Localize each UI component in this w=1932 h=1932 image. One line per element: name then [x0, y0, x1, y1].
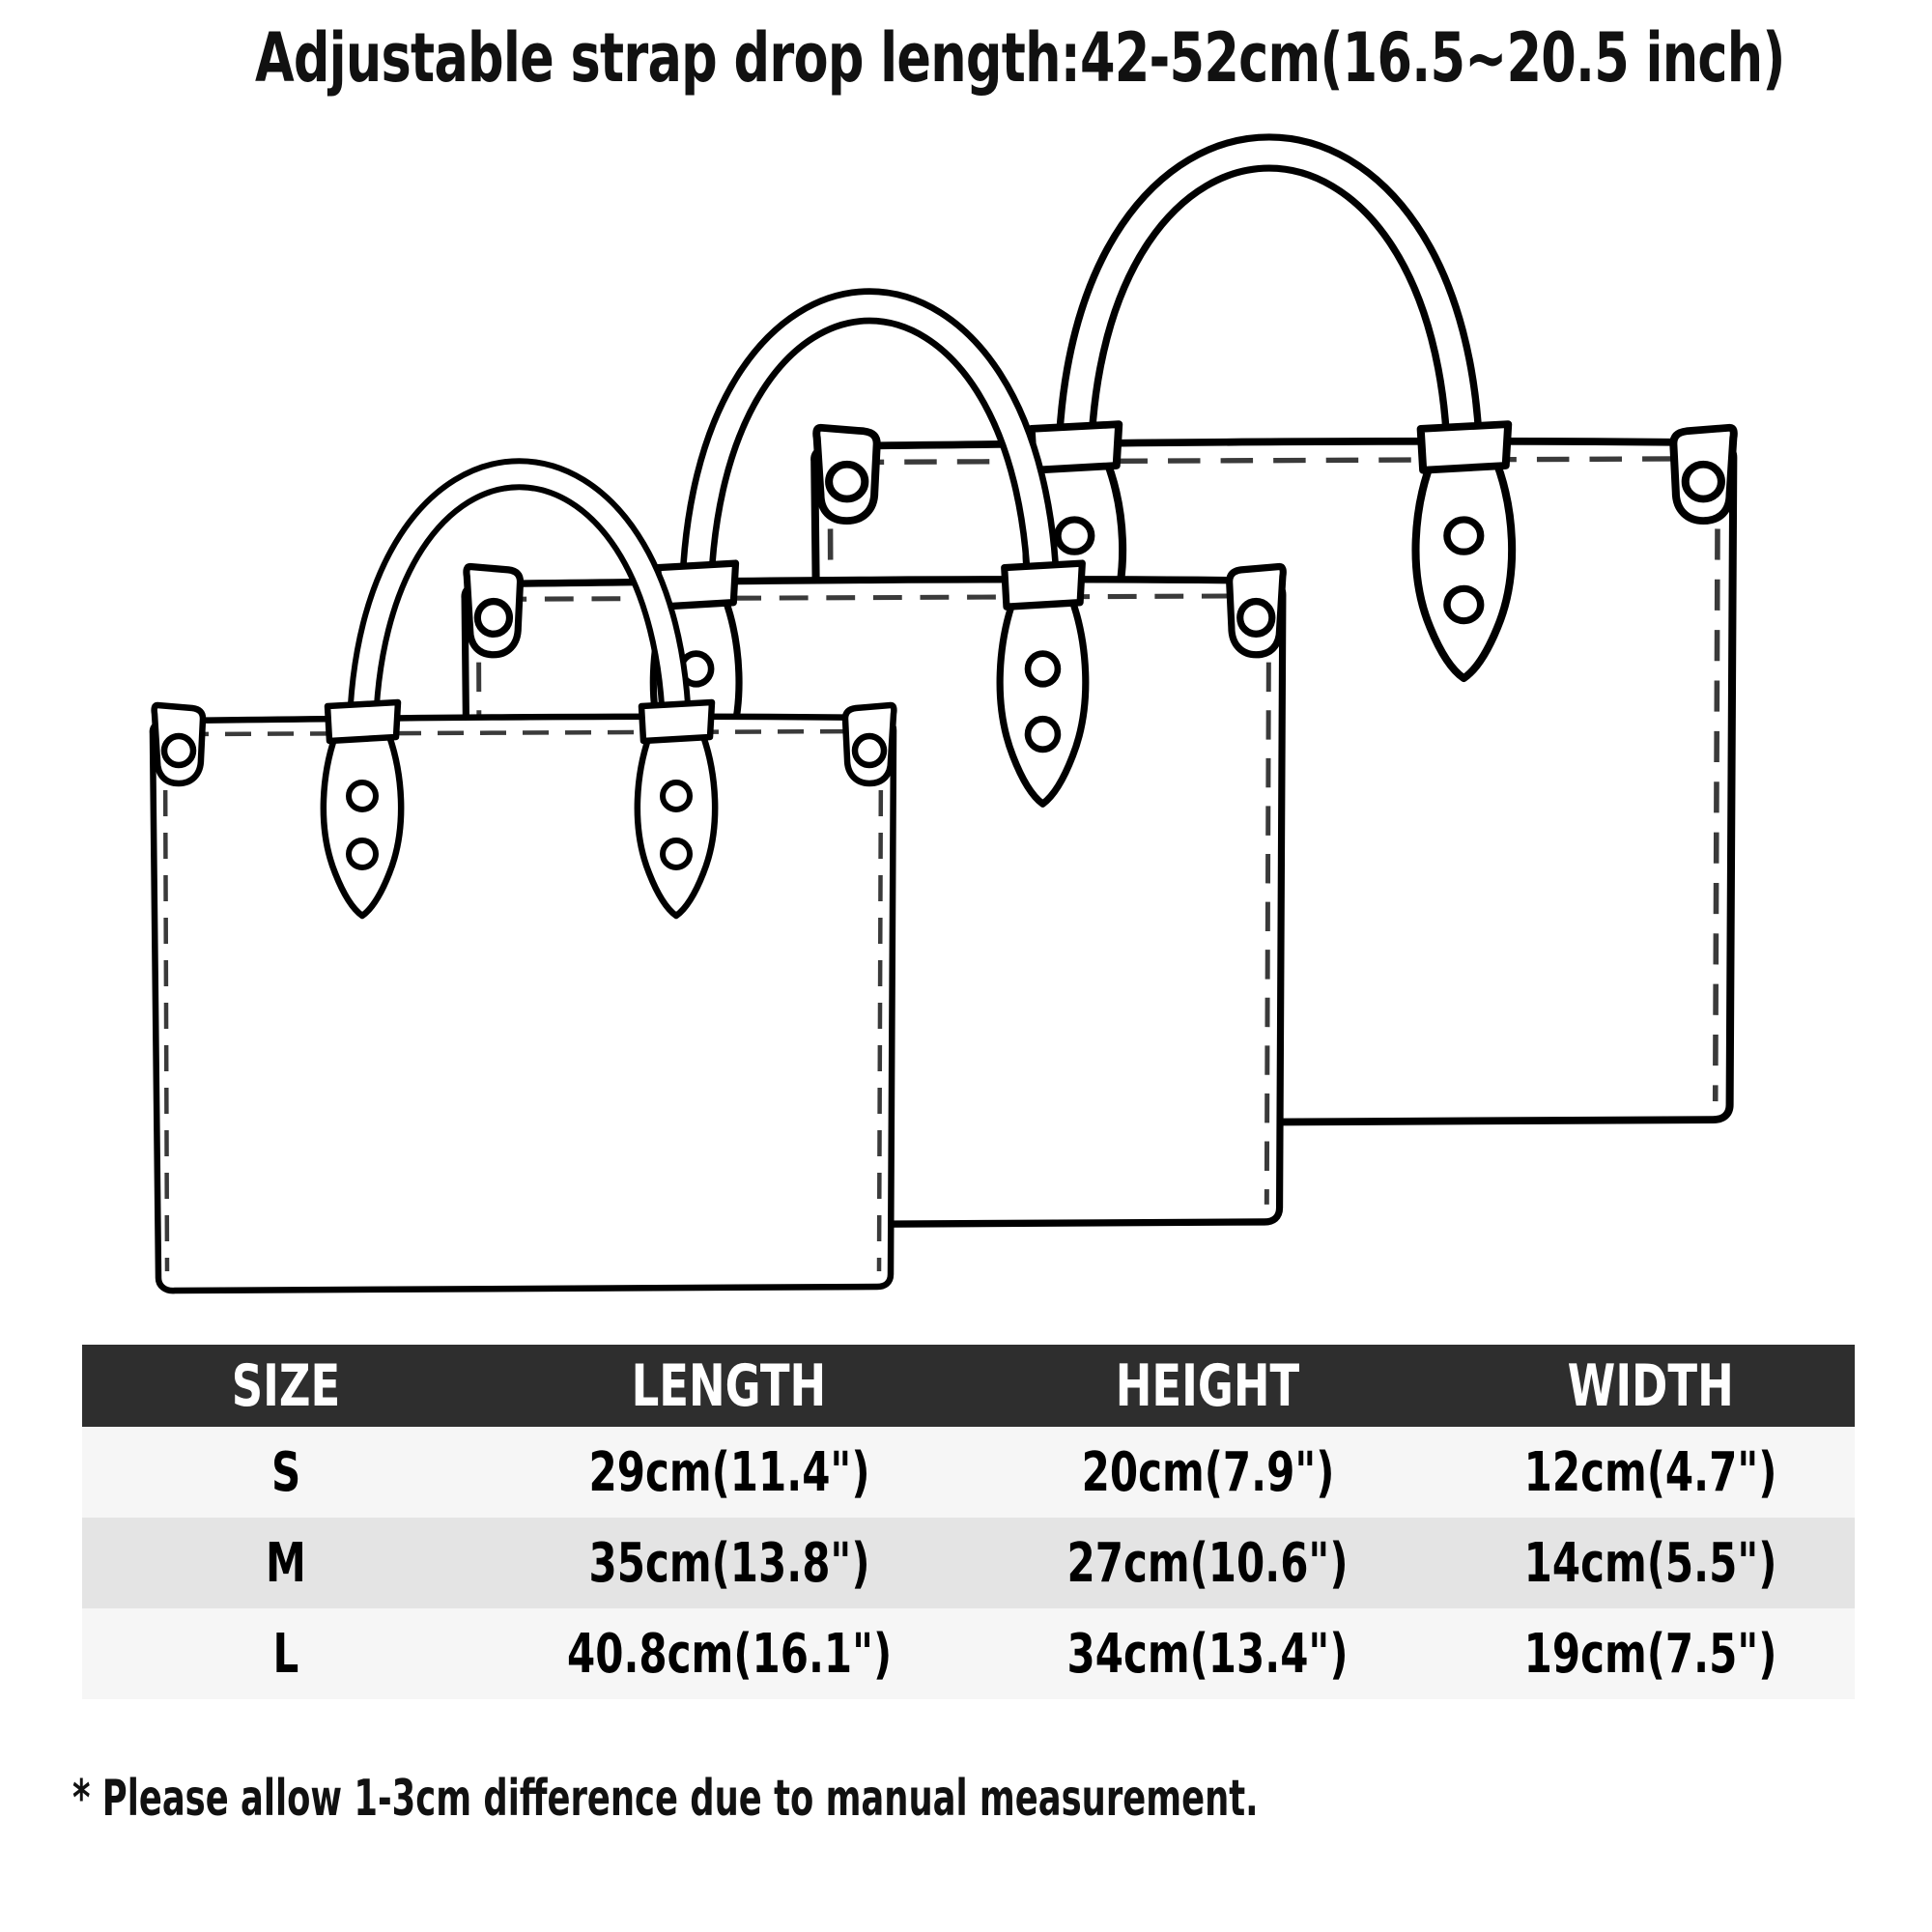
table-row-s [82, 1427, 1855, 1518]
page-title-text: Adjustable strap drop length:42-52cm(16.5~20.5 inch) [254, 18, 1785, 98]
column-header-height: HEIGHT [1115, 1351, 1300, 1420]
cell-s-size: S [270, 1440, 301, 1504]
measurement-note-text: * Please allow 1-3cm difference due to manual measurement. [72, 1770, 1259, 1828]
column-header-size: SIZE [231, 1351, 341, 1420]
column-header-length: LENGTH [631, 1351, 827, 1420]
cell-l-width: 19cm(7.5") [1524, 1622, 1777, 1686]
size-chart-table [82, 1345, 1855, 1699]
cell-l-height: 34cm(13.4") [1066, 1622, 1349, 1686]
cell-m-length: 35cm(13.8") [588, 1531, 870, 1595]
cell-s-height: 20cm(7.9") [1081, 1440, 1335, 1504]
table-row-m [82, 1518, 1855, 1608]
table-header-row [82, 1345, 1855, 1427]
cell-s-width: 12cm(4.7") [1524, 1440, 1777, 1504]
cell-s-length: 29cm(11.4") [588, 1440, 870, 1504]
measurement-note [72, 1770, 1816, 1828]
cell-m-size: M [266, 1531, 306, 1595]
cell-l-length: 40.8cm(16.1") [566, 1622, 892, 1686]
column-header-width: WIDTH [1567, 1351, 1734, 1420]
cell-m-height: 27cm(10.6") [1066, 1531, 1349, 1595]
cell-m-width: 14cm(5.5") [1524, 1531, 1777, 1595]
cell-l-size: L [272, 1622, 299, 1686]
table-row-l [82, 1608, 1855, 1699]
